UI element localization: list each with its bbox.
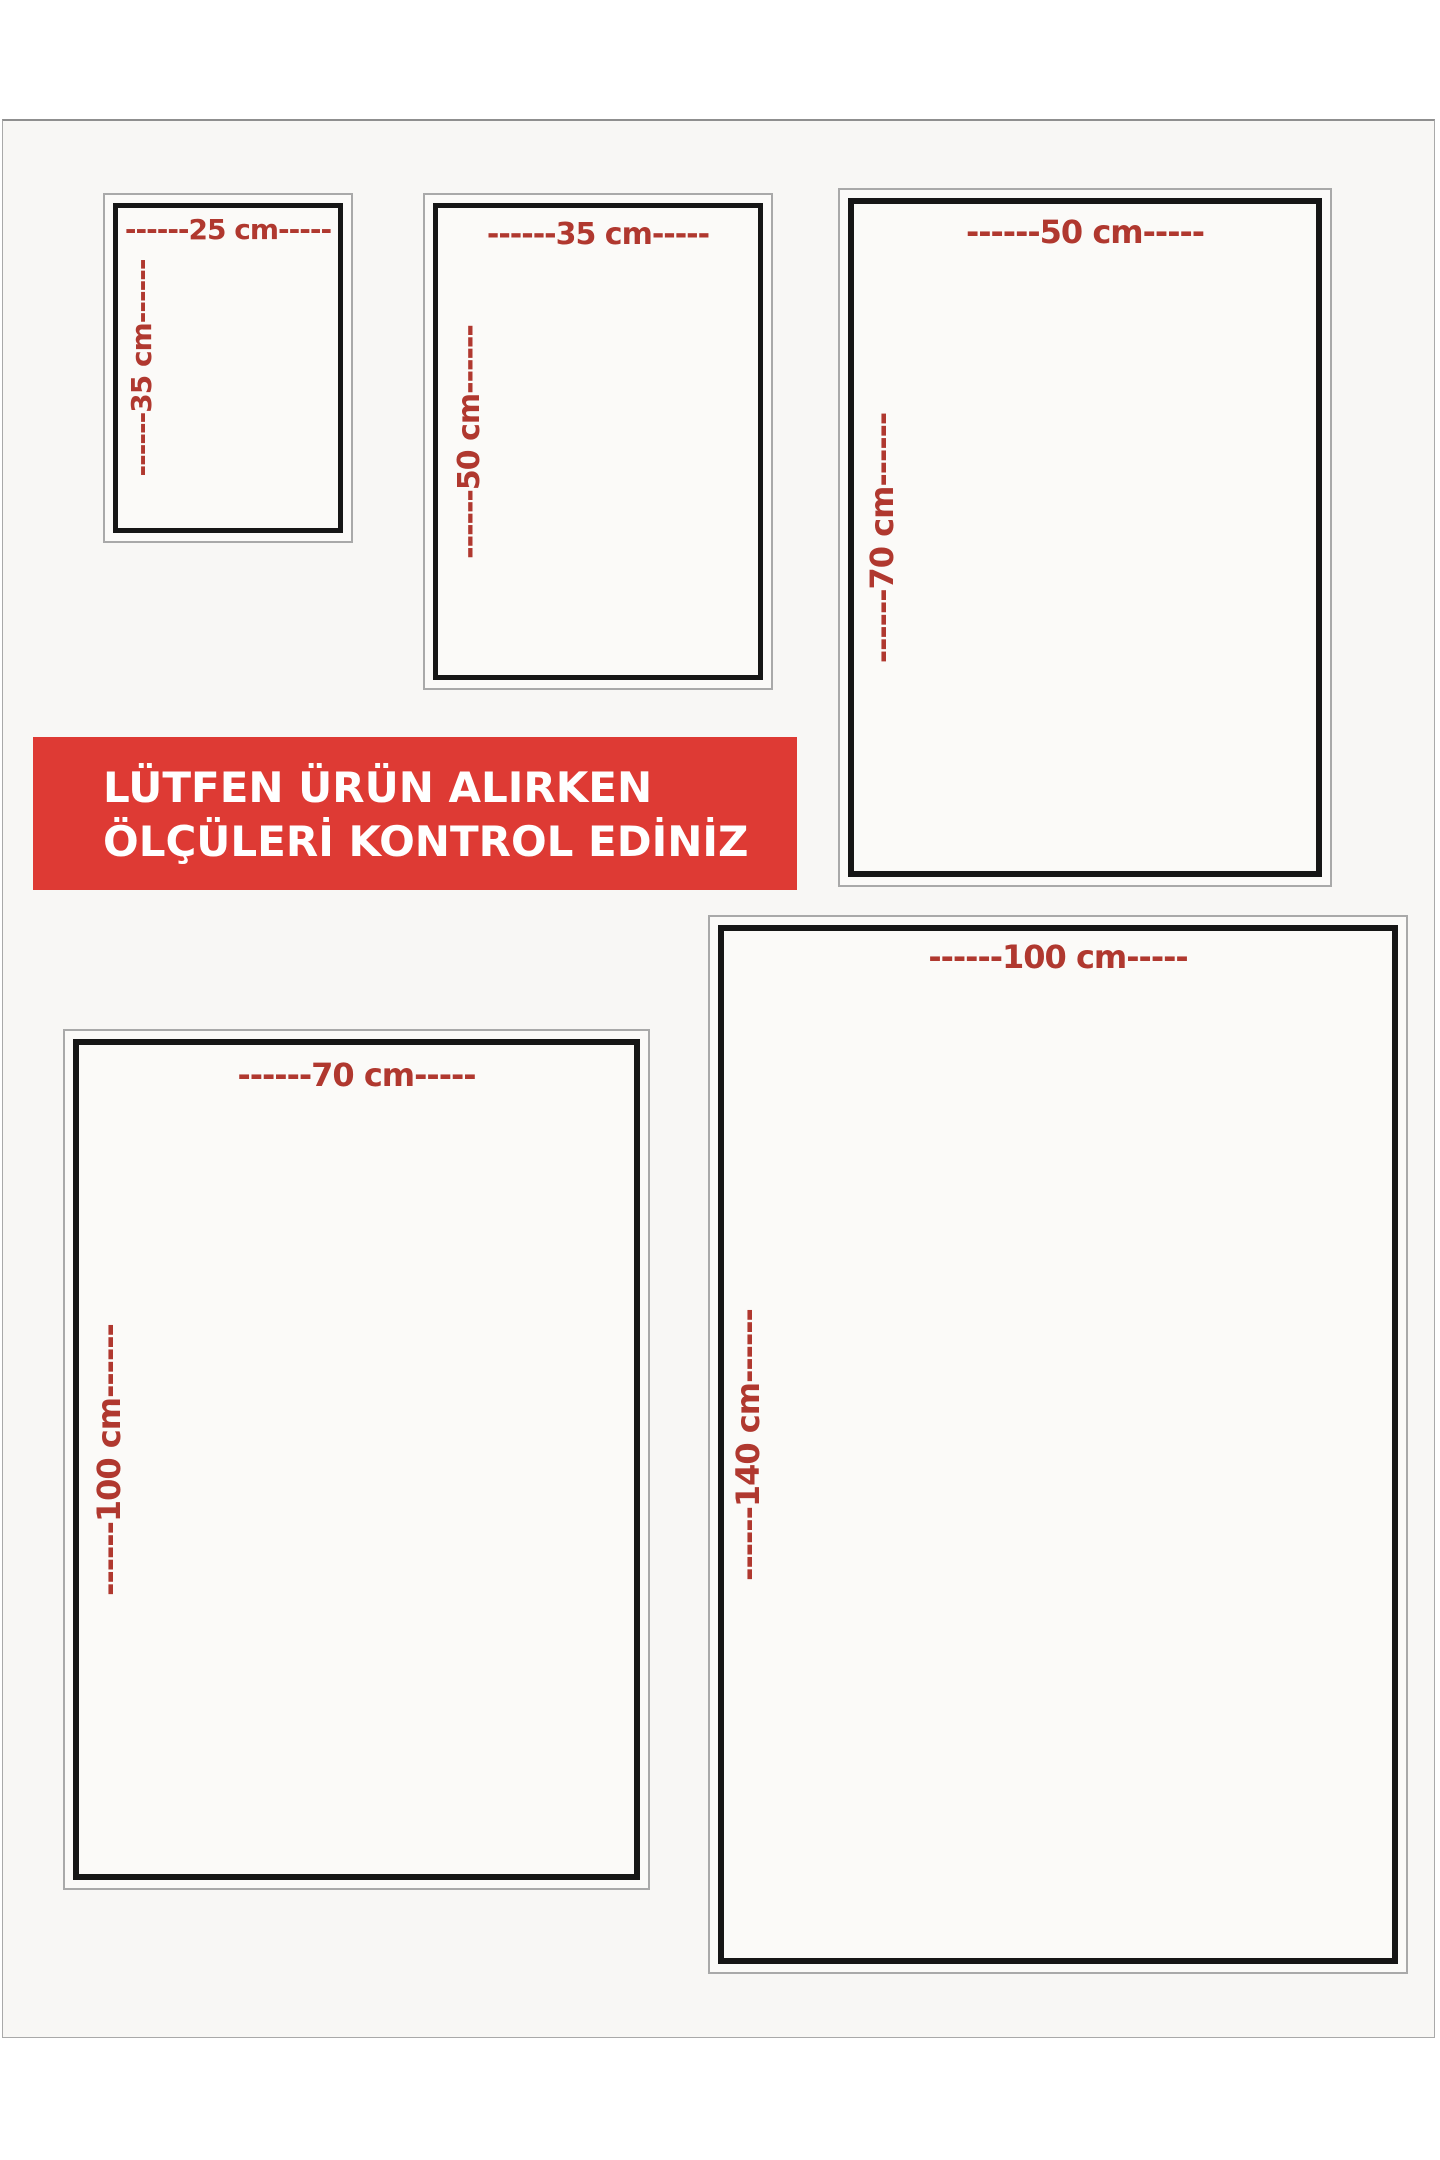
size-box-35x50-frame — [433, 203, 763, 680]
height-label-35cm: ------35 cm------ — [125, 259, 158, 477]
size-box-50x70-frame — [848, 198, 1322, 877]
size-box-25x35 — [103, 193, 353, 543]
width-label-70cm: ------70 cm----- — [237, 1056, 476, 1094]
size-box-70x100-frame — [73, 1039, 640, 1880]
size-box-100x140 — [708, 915, 1408, 1974]
warning-banner-line2: ÖLÇÜLERİ KONTROL EDİNİZ — [103, 817, 749, 866]
height-label-100cm: ------100 cm------ — [90, 1323, 128, 1596]
width-label-100cm: ------100 cm----- — [928, 938, 1188, 976]
size-box-35x50 — [423, 193, 773, 690]
height-label-50cm: ------50 cm------ — [452, 324, 487, 559]
width-label-25cm: ------25 cm----- — [124, 213, 332, 246]
height-label-140cm: ------140 cm------ — [729, 1308, 767, 1581]
width-label-50cm: ------50 cm----- — [965, 213, 1205, 251]
size-box-50x70 — [838, 188, 1332, 887]
warning-banner — [33, 737, 797, 890]
width-label-35cm: ------35 cm----- — [486, 217, 710, 252]
height-label-70cm: ------70 cm------ — [863, 412, 901, 663]
size-box-70x100 — [63, 1029, 650, 1890]
warning-banner-line1: LÜTFEN ÜRÜN ALIRKEN — [103, 763, 653, 812]
size-box-25x35-frame — [113, 203, 343, 533]
size-box-100x140-frame — [718, 925, 1398, 1964]
